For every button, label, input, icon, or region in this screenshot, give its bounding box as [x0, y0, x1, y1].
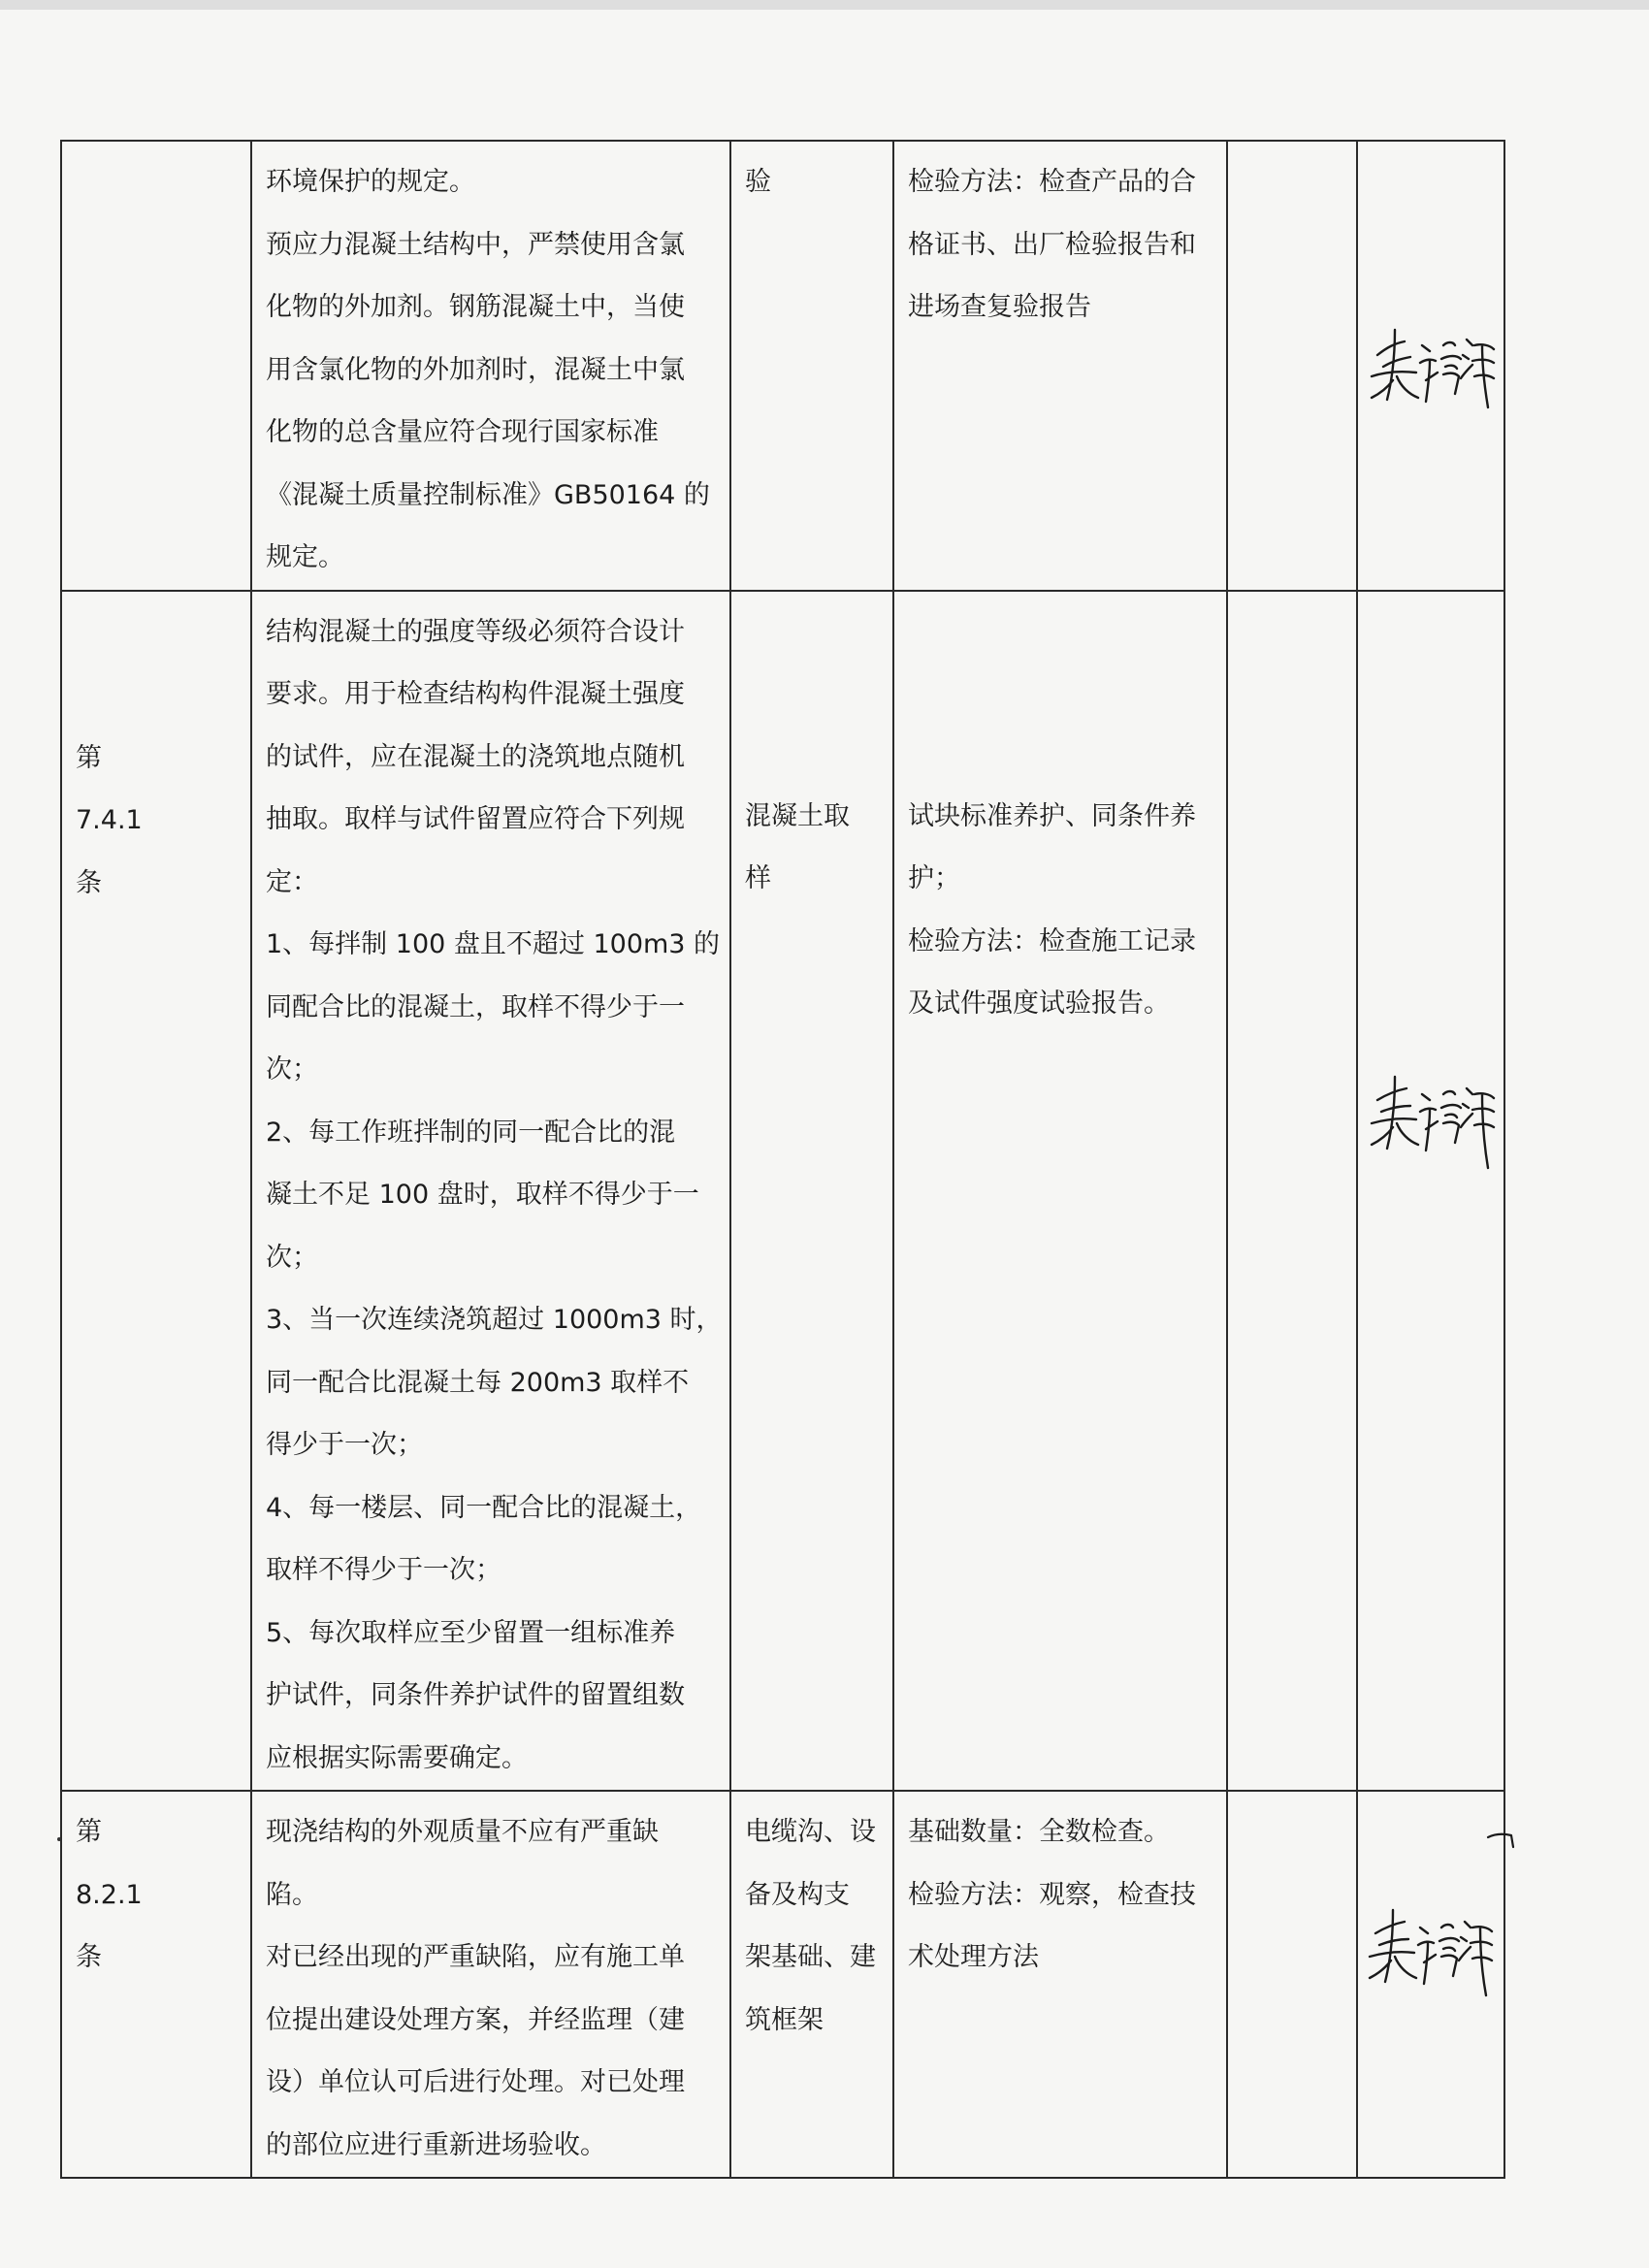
- content-cell: [251, 591, 730, 1792]
- table-row: [61, 1791, 1504, 2178]
- content-line: 预应力混凝土结构中，严禁使用含氯: [266, 229, 685, 260]
- content-line: 要求。用于检查结构构件混凝土强度: [266, 679, 685, 709]
- content-line: 得少于一次；: [266, 1430, 423, 1460]
- content-line: 现浇结构的外观质量不应有严重缺: [266, 1817, 659, 1847]
- content-line: 化物的总含量应符合现行国家标准: [266, 417, 659, 447]
- clause-line: 7.4.1: [76, 805, 143, 835]
- method-cell: [893, 141, 1227, 591]
- content-line: 护试件，同条件养护试件的留置组数: [266, 1680, 685, 1710]
- scan-top-edge: [0, 0, 1649, 10]
- method-line: 检验方法：检查产品的合: [908, 167, 1196, 197]
- signature: [1366, 1898, 1502, 2005]
- clause-cell: [61, 1791, 251, 2178]
- content-line: 同配合比的混凝土，取样不得少于一: [266, 991, 685, 1022]
- clause-cell: [61, 141, 251, 591]
- content-line: 凝土不足 100 盘时，取样不得少于一: [266, 1180, 699, 1210]
- method-line: 护；: [908, 863, 960, 893]
- content-line: 取样不得少于一次；: [266, 1555, 501, 1585]
- clause-line: 第: [76, 742, 102, 773]
- clause-line: 第: [76, 1817, 102, 1847]
- content-line: 4、每一楼层、同一配合比的混凝土，: [266, 1492, 702, 1523]
- part-cell: [730, 1791, 893, 2178]
- margin-pen-mark: [1484, 1824, 1523, 1853]
- table-row: [61, 141, 1504, 591]
- content-cell: [251, 141, 730, 591]
- content-line: 应根据实际需要确定。: [266, 1742, 528, 1773]
- content-line: 定：: [266, 866, 318, 897]
- method-line: 试块标准养护、同条件养: [908, 800, 1196, 831]
- method-line: 基础数量：全数检查。: [908, 1817, 1170, 1847]
- part-line: 验: [745, 167, 771, 197]
- clause-cell: [61, 591, 251, 1792]
- table-row: [61, 591, 1504, 1792]
- result-cell: [1227, 591, 1357, 1792]
- content-line: 设）单位认可后进行处理。对已处理: [266, 2067, 685, 2097]
- inspection-table: [60, 140, 1505, 2179]
- result-cell: [1227, 141, 1357, 591]
- signature: [1366, 316, 1502, 413]
- method-line: 及试件强度试验报告。: [908, 988, 1170, 1019]
- content-cell: [251, 1791, 730, 2178]
- content-line: 抽取。取样与试件留置应符合下列规: [266, 804, 685, 834]
- part-line: 电缆沟、设: [745, 1817, 876, 1847]
- part-cell: [730, 141, 893, 591]
- result-cell: [1227, 1791, 1357, 2178]
- signature: [1368, 1067, 1500, 1174]
- content-line: 用含氯化物的外加剂时，混凝土中氯: [266, 354, 685, 385]
- content-line: 3、当一次连续浇筑超过 1000m3 时，: [266, 1305, 723, 1335]
- method-line: 检验方法：观察，检查技: [908, 1879, 1196, 1910]
- signature-cell: [1357, 591, 1504, 1792]
- content-line: 《混凝土质量控制标准》GB50164 的: [266, 479, 710, 510]
- part-line: 筑框架: [745, 2004, 824, 2035]
- content-line: 结构混凝土的强度等级必须符合设计: [266, 616, 685, 647]
- method-line: 进场查复验报告: [908, 292, 1091, 322]
- method-cell: [893, 1791, 1227, 2178]
- content-line: 同一配合比混凝土每 200m3 取样不: [266, 1367, 690, 1398]
- content-line: 1、每拌制 100 盘且不超过 100m3 的: [266, 929, 721, 959]
- content-line: 对已经出现的严重缺陷，应有施工单: [266, 1942, 685, 1972]
- content-line: 2、每工作班拌制的同一配合比的混: [266, 1117, 676, 1148]
- signature-cell: [1357, 1791, 1504, 2178]
- method-cell: [893, 591, 1227, 1792]
- part-line: 架基础、建: [745, 1942, 876, 1972]
- clause-line: 8.2.1: [76, 1879, 143, 1910]
- content-line: 陷。: [266, 1879, 318, 1910]
- method-line: 术处理方法: [908, 1942, 1039, 1972]
- part-line: 样: [745, 863, 771, 893]
- content-line: 环境保护的规定。: [266, 167, 475, 197]
- part-cell: [730, 591, 893, 1792]
- content-line: 的部位应进行重新进场验收。: [266, 2129, 606, 2160]
- method-line: 格证书、出厂检验报告和: [908, 229, 1196, 260]
- content-line: 次；: [266, 1054, 318, 1085]
- content-line: 5、每次取样应至少留置一组标准养: [266, 1617, 676, 1648]
- content-line: 次；: [266, 1242, 318, 1273]
- part-line: 备及构支: [745, 1879, 850, 1910]
- content-line: 规定。: [266, 542, 344, 572]
- clause-line: 条: [76, 1942, 102, 1972]
- method-line: 检验方法：检查施工记录: [908, 925, 1196, 956]
- part-line: 混凝土取: [745, 800, 850, 831]
- content-line: 化物的外加剂。钢筋混凝土中，当使: [266, 292, 685, 322]
- scan-dot: [57, 1837, 61, 1841]
- signature-cell: [1357, 141, 1504, 591]
- content-line: 位提出建设处理方案，并经监理（建: [266, 2004, 685, 2035]
- clause-line: 条: [76, 867, 102, 898]
- content-line: 的试件，应在混凝土的浇筑地点随机: [266, 741, 685, 772]
